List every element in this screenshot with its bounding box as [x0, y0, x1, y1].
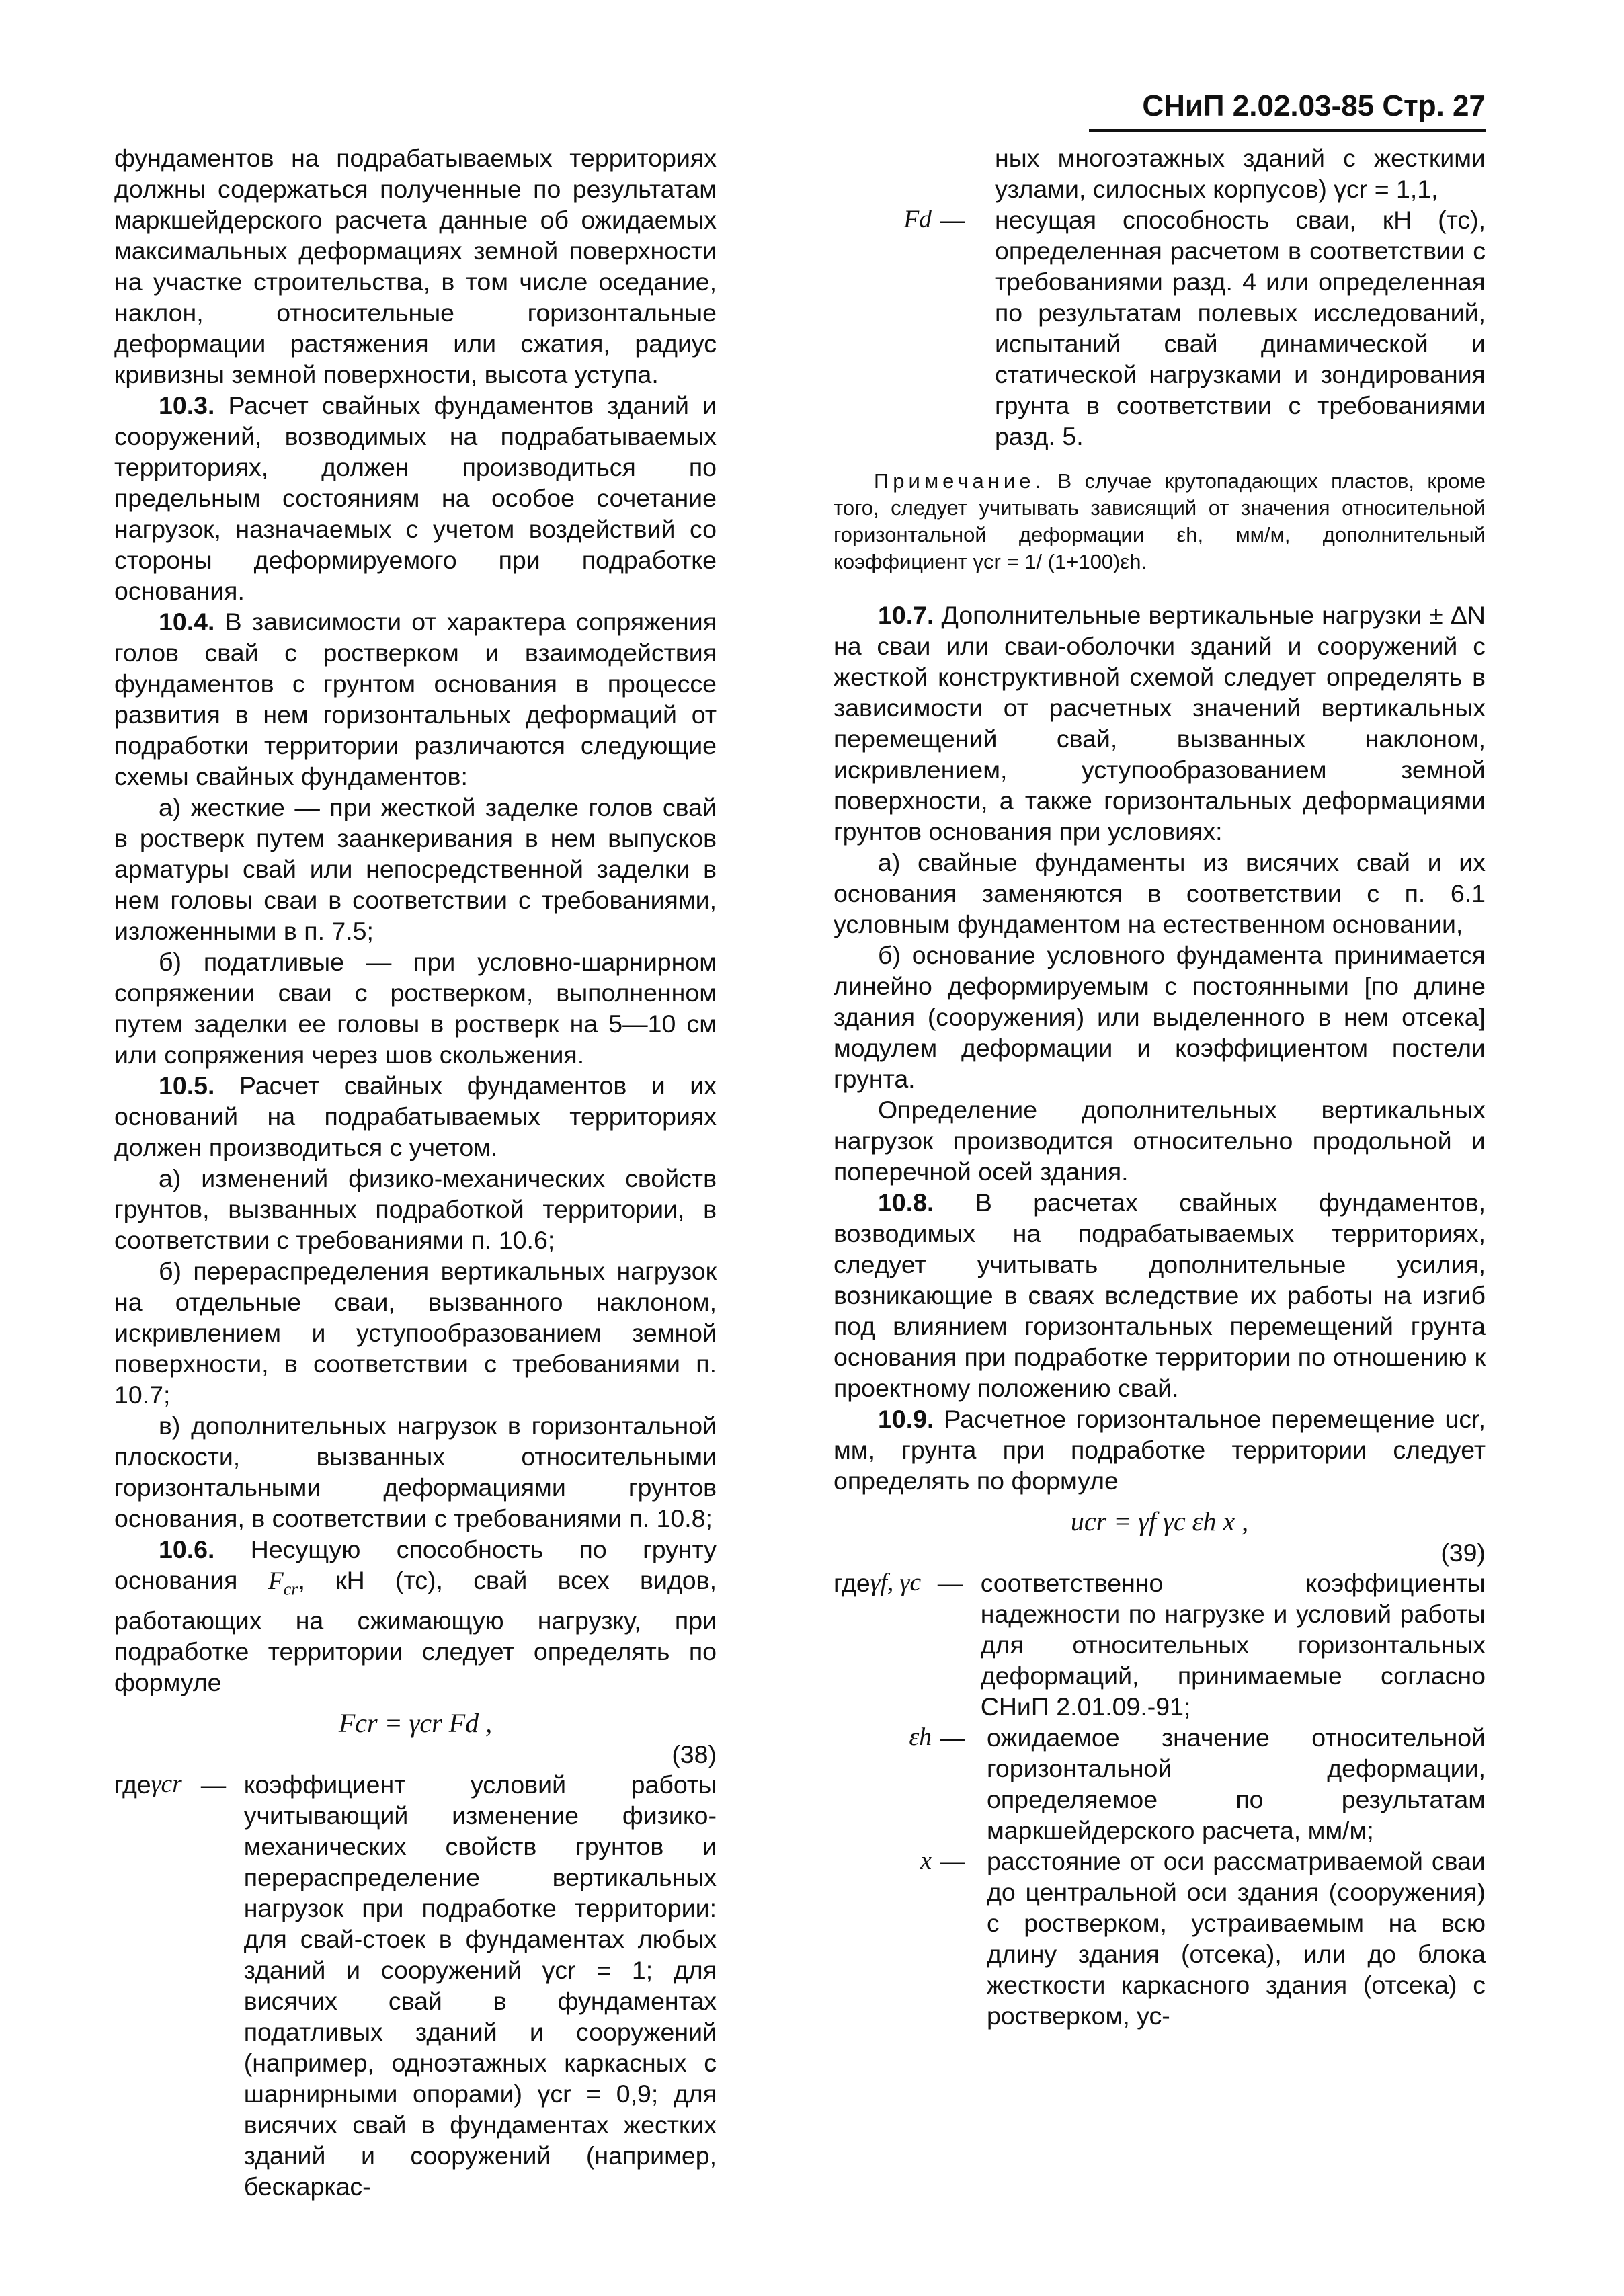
section-10-8 — [834, 1187, 1486, 1403]
section-number: 10.8. — [878, 1188, 934, 1217]
section-10-3 — [114, 390, 717, 606]
symbol-f: F — [268, 1567, 284, 1595]
right-column — [834, 142, 1486, 2031]
definition-text: соответственно коэффициенты надежности по нагрузке и условий работы для относительных горизонтальных деформаций, принимаемые согласно СНиП 2.01.09.-91; — [980, 1569, 1486, 1721]
section-text: В расчетах свайных фундаментов, возводимых на подрабатываемых территориях, следует учитывать дополнительные усилия, возникающие в сваях вследствие их работы на изгиб под влиянием горизонтальных перемещений грунта основания при подработке территории по отношению к проектному положению свай. — [834, 1188, 1486, 1402]
section-text: Дополнительные вертикальные нагрузки ± ΔN на сваи или сваи-оболочки зданий и сооружений с жесткой конструктивной схемой следует определять в зависимости от расчетных значений вертикальных перемещений свай, вызванных наклоном, искривлением, уступообразованием земной поверхности, а также горизонтальных деформациями грунтов основания при условиях: — [834, 601, 1486, 846]
section-10-5 — [114, 1070, 717, 1163]
equation-number-39: (39) — [1440, 1539, 1486, 1567]
definition-text: расстояние от оси рассматриваемой сваи до центральной оси здания (сооружения) с ростверком, устраиваемым на всю длину здания (отсека), или до блока жесткости каркасного здания (отсека) с ростверком, ус- — [987, 1847, 1486, 2030]
section-number: 10.4. — [159, 608, 215, 636]
list-item-10-7-b: б) основание условного фундамента принимается линейно деформируемым с постоянными [по длине здания (сооружения) или выделенного в нем отсека] модулем деформации и коэффициентом постели грунта. — [834, 941, 1486, 1093]
section-text: Несущую способность по грунту основания — [114, 1535, 717, 1594]
section-10-6 — [114, 1534, 717, 1698]
definition-text: ожидаемое значение относительной горизонтальной деформации, определяемое по результатам маркшейдерского расчета, мм/м; — [987, 1723, 1486, 1844]
where-label: где — [834, 1569, 870, 1597]
definition-term: x — [920, 1847, 932, 1875]
section-text: Расчет свайных фундаментов и их оснований на подрабатываемых территориях должен производиться с учетом. — [114, 1071, 717, 1161]
definition-term: γf, γc — [870, 1569, 922, 1596]
section-10-7 — [834, 600, 1486, 847]
list-item-10-5-c: в) дополнительных нагрузок в горизонтальной плоскости, вызванных относительными горизонтальными деформациями грунтов основания, в соответствии с требованиями п. 10.8; — [114, 1411, 717, 1532]
definition-dash: — — [937, 1569, 963, 1597]
equation-number-38: (38) — [672, 1739, 717, 1768]
note-label: Примечание. — [874, 469, 1045, 493]
definition-gamma-f-gamma-c — [834, 1567, 1486, 1722]
section-text: В зависимости от характера сопряжения голов свай с ростверком и взаимодействия фундаментов с грунтом основания в процессе развития в нем горизонтальных деформаций от подработки территории различаются следующие схемы свайных фундаментов: — [114, 608, 717, 790]
where-label: где — [114, 1770, 151, 1799]
note — [834, 468, 1486, 575]
continuation-text: ных многоэтажных зданий с жесткими узлами, силосных корпусов) γcr = 1,1, — [995, 144, 1486, 203]
running-header: СНиП 2.02.03-85 Стр. 27 — [1089, 86, 1486, 132]
definition-term: Fd — [903, 206, 932, 233]
definition-dash: — — [940, 206, 965, 234]
paragraph-intro: фундаментов на подрабатываемых территориях должны содержаться полученные по результатам маркшейдерского расчета данные об ожидаемых максимальных деформациях земной поверхности на участке строительства, в том числе оседание, наклон, относительные горизонтальные деформации растяжения или сжатия, радиус кривизны земной поверхности, высота уступа. — [114, 144, 717, 388]
section-10-9 — [834, 1403, 1486, 1496]
definition-epsilon-h — [834, 1722, 1486, 1846]
definition-text: коэффициент условий работы учитывающий изменение физико-механических свойств грунтов и перераспределение вертикальных нагрузок при подработке территории: для свай-стоек в фундаментах любых зданий и сооружений γcr = 1; для висячих свай в фундаментах податливых зданий и сооружений (например, одноэтажных каркасных с шарнирными опорами) γcr = 0,9; для висячих свай в фундаментах жестких зданий и сооружений (например, бескаркас- — [243, 1770, 717, 2201]
definition-dash: — — [940, 1847, 965, 1875]
list-item-10-4-a: а) жесткие — при жесткой заделке голов свай в ростверк путем заанкеривания в нем выпусков арматуры свай или непосредственной заделки в нем головы сваи в соответствии с требованиями, изложенными в п. 7.5; — [114, 793, 717, 945]
definition-gamma-cr — [114, 1769, 717, 2202]
definition-text: несущая способность сваи, кН (тс), определенная расчетом в соответствии с требованиями разд. 4 или определенная по результатам полевых исследований, испытаний свай динамической и статической нагрузками и зондирования грунта в соответствии с требованиями разд. 5. — [995, 206, 1486, 450]
list-item-10-7-a: а) свайные фундаменты из висячих свай и их основания заменяются в соответствии с п. 6.1 условным фундаментом на естественном основании, — [834, 848, 1486, 938]
section-10-4 — [114, 606, 717, 792]
definition-term: γcr — [151, 1770, 182, 1798]
definition-dash: — — [940, 1723, 965, 1752]
section-number: 10.3. — [159, 391, 215, 419]
section-text: Расчет свайных фундаментов зданий и сооружений, возводимых на подрабатываемых территориях, должен производиться по предельным состояниям на особое сочетание нагрузок, назначаемых с учетом воздействий со стороны деформируемого при подработке основания. — [114, 391, 717, 605]
list-item-10-5-b: б) перераспределения вертикальных нагрузок на отдельные сваи, вызванного наклоном, искривлением и уступообразованием земной поверхности, в соответствии с требованиями п. 10.7; — [114, 1257, 717, 1409]
list-item-10-4-b: б) податливые — при условно-шарнирном сопряжении сваи с ростверком, выполненном путем заделки ее головы в ростверк на 5—10 см или сопряжения через шов скольжения. — [114, 948, 717, 1069]
list-item-10-5-a: а) изменений физико-механических свойств грунтов, вызванных подработкой территории, в соответствии с требованиями п. 10.6; — [114, 1164, 717, 1254]
formula-38: Fcr = γcr Fd , — [338, 1707, 493, 1738]
definition-dash: — — [200, 1770, 227, 1799]
left-column — [114, 142, 717, 2202]
definition-x — [834, 1846, 1486, 2031]
section-number: 10.7. — [878, 601, 934, 629]
section-number: 10.6. — [159, 1535, 215, 1563]
definition-term: εh — [909, 1723, 932, 1751]
section-number: 10.9. — [878, 1405, 934, 1433]
section-text: Расчетное горизонтальное перемещение ucr, мм, грунта при подработке территории следует определять по формуле — [834, 1405, 1486, 1495]
note-text: В случае крутопадающих пластов, кроме того, следует учитывать зависящий от значения относительной горизонтальной деформации εh, мм/м, дополнительный коэффициент γcr = 1/ (1+100)εh. — [834, 469, 1486, 573]
definition-fd — [834, 204, 1486, 452]
section-number: 10.5. — [159, 1071, 215, 1100]
paragraph-10-7-c: Определение дополнительных вертикальных нагрузок производится относительно продольной и поперечной осей здания. — [834, 1096, 1486, 1186]
section-text: , кН (тс), свай всех видов, работающих на сжимающую нагрузку, при подработке территории следует определять по формуле — [114, 1566, 717, 1696]
formula-39: ucr = γf γc εh x , — [1070, 1506, 1249, 1536]
symbol-subscript: cr — [283, 1579, 298, 1599]
